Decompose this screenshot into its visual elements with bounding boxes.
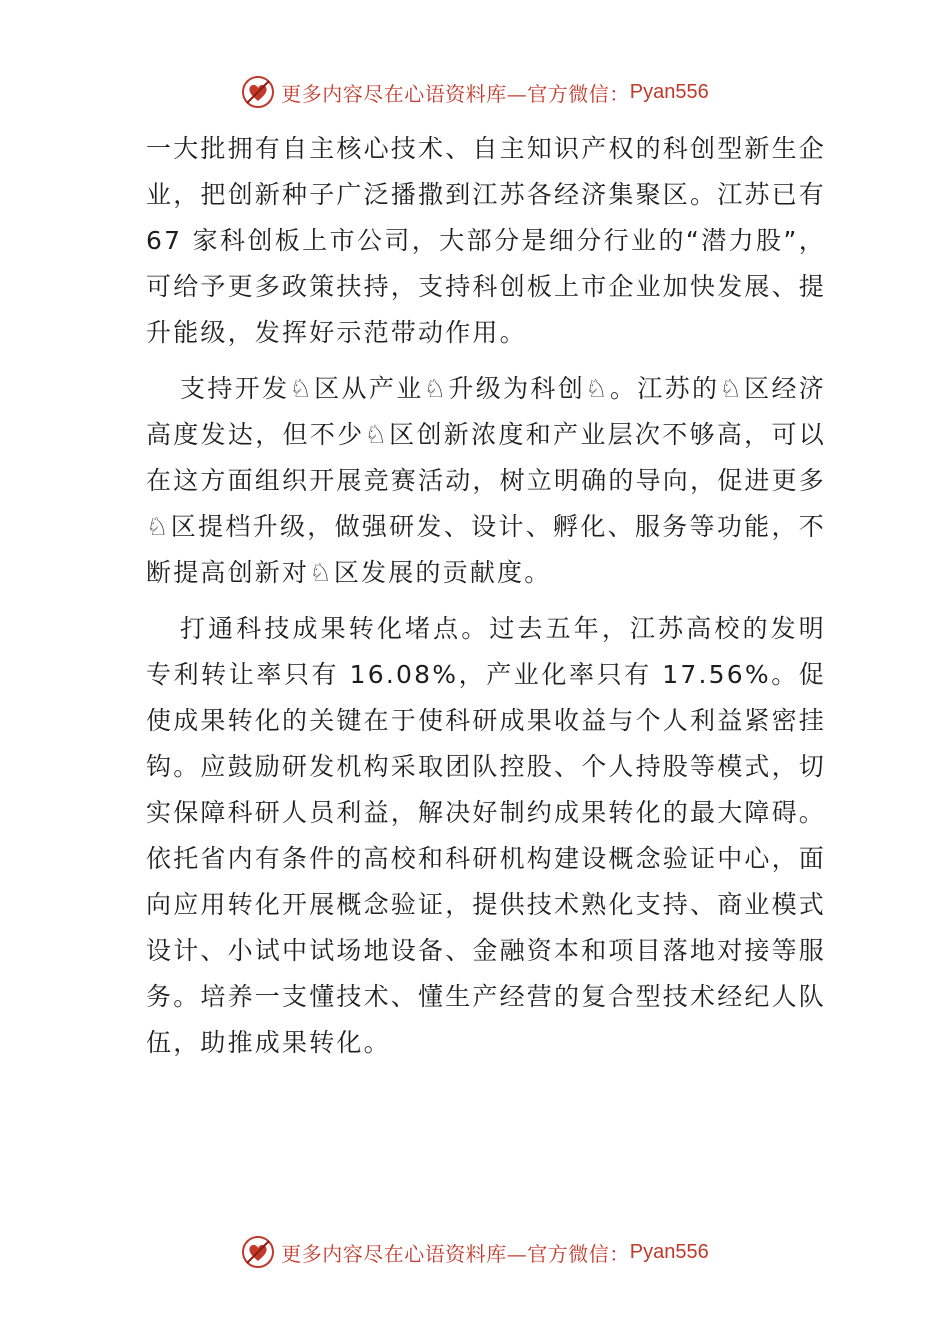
wechat-label: 官方微信： [527, 81, 630, 106]
wechat-account: Pyan556 [629, 80, 709, 103]
promo-text: 更多内容尽在心语资料库— [281, 81, 528, 106]
wechat-label: 官方微信： [527, 1241, 630, 1266]
paragraph-3: 打通科技成果转化堵点。过去五年，江苏高校的发明专利转让率只有 16.08%，产业化率只有 17.56%。促使成果转化的关键在于使科研成果收益与个人利益紧密挂钩。应鼓励研发机构采取团队控股、个人持股等模式，切实保障科研人员利益，解决好制约成果转化的最大障碍。依托省内有条件的高校和科研机构建设概念验证中心，面向应用转化开展概念验证，提供技术熟化支持、商业模式设计、小试中试场地设备、金融资本和项目落地对接等服务。培养一支懂技术、懂生产经营的复合型技术经纪人队伍，助推成果转化。 [146, 614, 827, 1057]
article-body [146, 126, 826, 1066]
paragraph-1: 一大批拥有自主核心技术、自主知识产权的科创型新生企业，把创新种子广泛播撒到江苏各经济集聚区。江苏已有 67 家科创板上市公司，大部分是细分行业的“潜力股”，可给予更多政策扶持，支持科创板上市企业加快发展、提升能级，发挥好示范带动作用。 [146, 134, 827, 347]
wechat-account: Pyan556 [629, 1240, 709, 1263]
footer-banner [0, 1232, 950, 1272]
heart-logo-icon [241, 75, 275, 109]
promo-text: 更多内容尽在心语资料库— [281, 1241, 528, 1266]
heart-logo-icon [241, 1235, 275, 1269]
header-banner [0, 72, 950, 112]
paragraph-2: 支持开发♘区从产业♘升级为科创♘。江苏的♘区经济高度发达，但不少♘区创新浓度和产业层次不够高，可以在这方面组织开展竞赛活动，树立明确的导向，促进更多♘区提档升级，做强研发、设计、孵化、服务等功能，不断提高创新对♘区发展的贡献度。 [146, 374, 827, 587]
